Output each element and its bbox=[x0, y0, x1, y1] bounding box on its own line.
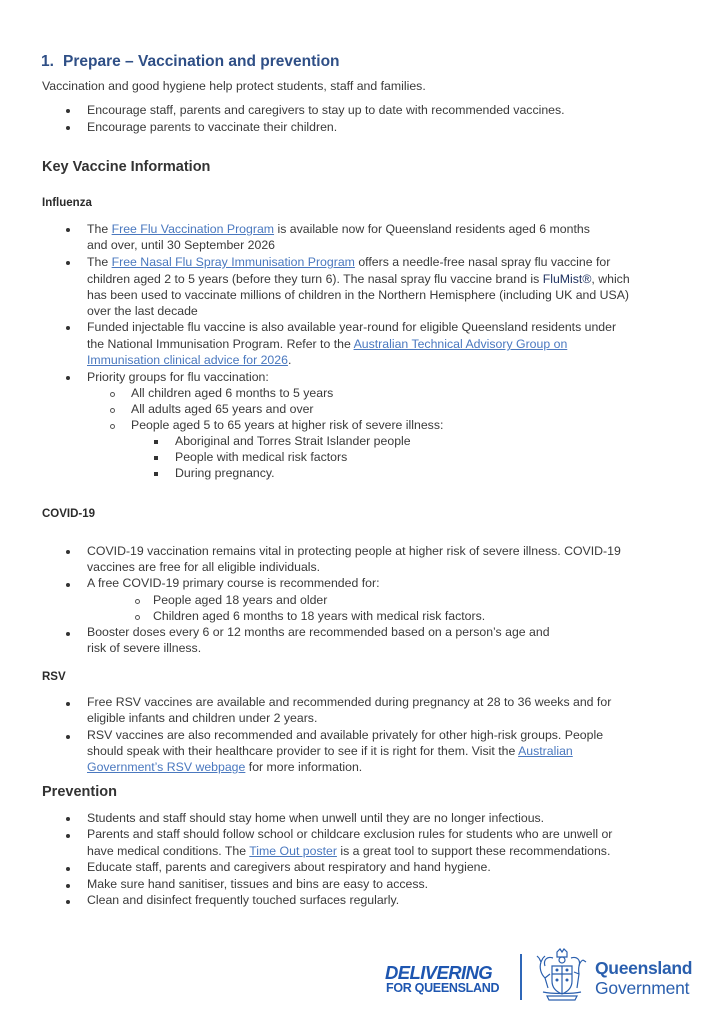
text: offers a needle-free nasal spray flu vaccine for bbox=[354, 255, 611, 269]
bullet-icon bbox=[66, 126, 70, 130]
bullet-icon bbox=[66, 735, 70, 739]
list-item: Encourage parents to vaccinate their children. bbox=[87, 120, 338, 134]
queensland-coat-of-arms-icon bbox=[533, 948, 591, 1004]
list-item: Free RSV vaccines are available and recommended during pregnancy at 28 to 36 weeks and for bbox=[87, 695, 612, 709]
bullet-icon bbox=[66, 867, 70, 871]
bullet-icon bbox=[66, 261, 70, 265]
bullet-icon bbox=[66, 326, 70, 330]
circle-bullet-icon bbox=[110, 392, 115, 397]
circle-bullet-icon bbox=[135, 615, 140, 620]
list-item bbox=[87, 254, 610, 270]
sub-sub-list-item: Aboriginal and Torres Strait Islander people bbox=[175, 434, 411, 448]
text: The bbox=[87, 222, 112, 236]
list-item: Students and staff should stay home when unwell until they are no longer infectious. bbox=[87, 811, 545, 825]
list-item: A free COVID-19 primary course is recommended for: bbox=[87, 576, 380, 590]
section-number: 1. bbox=[41, 53, 54, 70]
free-nasal-flu-spray-program-link[interactable]: Free Nasal Flu Spray Immunisation Program bbox=[111, 255, 355, 269]
list-item-continuation bbox=[87, 271, 630, 287]
key-info-heading: Key Vaccine Information bbox=[42, 159, 211, 175]
list-item-continuation: risk of severe illness. bbox=[87, 641, 202, 655]
text: , which bbox=[591, 272, 630, 286]
list-item-continuation: eligible infants and children under 2 years. bbox=[87, 711, 318, 725]
bullet-icon bbox=[66, 900, 70, 904]
list-item: Funded injectable flu vaccine is also available year-round for eligible Queensland residents under bbox=[87, 320, 617, 334]
list-item-continuation: over the last decade bbox=[87, 304, 198, 318]
list-item: COVID-19 vaccination remains vital in protecting people at higher risk of severe illness. COVID-19 bbox=[87, 544, 621, 558]
list-item-continuation bbox=[87, 352, 291, 368]
prevention-heading: Prevention bbox=[42, 784, 117, 800]
text: . bbox=[287, 353, 292, 367]
section-intro: Vaccination and good hygiene help protect students, staff and families. bbox=[42, 79, 426, 93]
sub-sub-list-item: People with medical risk factors bbox=[175, 450, 348, 464]
bullet-icon bbox=[66, 109, 70, 113]
section-title-text: Prepare – Vaccination and prevention bbox=[63, 53, 340, 70]
list-item: Priority groups for flu vaccination: bbox=[87, 370, 269, 384]
square-bullet-icon bbox=[154, 440, 158, 444]
text: is a great tool to support these recommendations. bbox=[336, 844, 611, 858]
free-flu-vaccination-program-link[interactable]: Free Flu Vaccination Program bbox=[111, 222, 275, 236]
text: for more information. bbox=[245, 760, 363, 774]
list-item-continuation: vaccines are free for all eligible individuals. bbox=[87, 560, 321, 574]
queensland-text: Queensland bbox=[595, 958, 693, 978]
text: The bbox=[87, 255, 112, 269]
circle-bullet-icon bbox=[110, 424, 115, 429]
square-bullet-icon bbox=[154, 472, 158, 476]
text: is available now for Queensland residents aged 6 months bbox=[274, 222, 590, 236]
covid-heading: COVID-19 bbox=[42, 508, 96, 520]
government-text: Government bbox=[595, 978, 690, 998]
text: the National Immunisation Program. Refer to the bbox=[87, 337, 354, 351]
for-queensland-text: FOR QUEENSLAND bbox=[386, 981, 500, 995]
circle-bullet-icon bbox=[110, 408, 115, 413]
circle-bullet-icon bbox=[135, 599, 140, 604]
list-item-continuation: has been used to vaccinate millions of children in the Northern Hemisphere (including UK and USA) bbox=[87, 288, 630, 302]
text: children aged 2 to 5 years (before they turn 6). The nasal spray flu vaccine brand is bbox=[87, 272, 543, 286]
sub-list-item: People aged 5 to 65 years at higher risk of severe illness: bbox=[131, 418, 444, 432]
list-item: RSV vaccines are also recommended and available privately for other high-risk groups. People bbox=[87, 728, 604, 742]
bullet-icon bbox=[66, 702, 70, 706]
sub-sub-list-item: During pregnancy. bbox=[175, 466, 275, 480]
sub-list-item: All children aged 6 months to 5 years bbox=[131, 386, 334, 400]
section-title bbox=[41, 53, 340, 71]
bullet-icon bbox=[66, 550, 70, 554]
list-item bbox=[87, 221, 590, 237]
list-item-continuation bbox=[87, 759, 362, 775]
footer bbox=[0, 940, 724, 1010]
bullet-icon bbox=[66, 583, 70, 587]
list-item: Clean and disinfect frequently touched surfaces regularly. bbox=[87, 893, 400, 907]
text: should speak with their healthcare provider to see if it is right for them. Visit the bbox=[87, 744, 519, 758]
list-item: Parents and staff should follow school or childcare exclusion rules for students who are unwell or bbox=[87, 827, 613, 841]
influenza-heading: Influenza bbox=[42, 197, 92, 209]
list-item-continuation: and over, until 30 September 2026 bbox=[87, 238, 276, 252]
list-item: Educate staff, parents and caregivers about respiratory and hand hygiene. bbox=[87, 860, 491, 874]
atagi-advice-link[interactable]: Australian Technical Advisory Group on bbox=[353, 337, 568, 351]
list-item: Booster doses every 6 or 12 months are recommended based on a person’s age and bbox=[87, 625, 550, 639]
list-item-continuation bbox=[87, 336, 567, 352]
delivering-logo-text: DELIVERING bbox=[385, 962, 493, 983]
logo-divider bbox=[520, 954, 522, 1000]
bullet-icon bbox=[66, 834, 70, 838]
rsv-webpage-link[interactable]: Australian bbox=[518, 744, 573, 758]
bullet-icon bbox=[66, 228, 70, 232]
bullet-icon bbox=[66, 376, 70, 380]
square-bullet-icon bbox=[154, 456, 158, 460]
list-item: Encourage staff, parents and caregivers to stay up to date with recommended vaccines. bbox=[87, 103, 565, 117]
sub-list-item: All adults aged 65 years and over bbox=[131, 402, 314, 416]
list-item-continuation bbox=[87, 743, 573, 759]
time-out-poster-link[interactable]: Time Out poster bbox=[249, 844, 337, 858]
atagi-advice-link[interactable]: Immunisation clinical advice for 2026 bbox=[87, 353, 288, 367]
text: have medical conditions. The bbox=[87, 844, 250, 858]
list-item: Make sure hand sanitiser, tissues and bins are easy to access. bbox=[87, 877, 429, 891]
bullet-icon bbox=[66, 884, 70, 888]
rsv-heading: RSV bbox=[42, 671, 66, 683]
bullet-icon bbox=[66, 817, 70, 821]
sub-list-item: People aged 18 years and older bbox=[153, 593, 328, 607]
sub-list-item: Children aged 6 months to 18 years with medical risk factors. bbox=[153, 609, 486, 623]
rsv-webpage-link[interactable]: Government’s RSV webpage bbox=[87, 760, 246, 774]
list-item-continuation bbox=[87, 843, 610, 859]
bullet-icon bbox=[66, 632, 70, 636]
flumist-brand: FluMist® bbox=[542, 272, 592, 286]
